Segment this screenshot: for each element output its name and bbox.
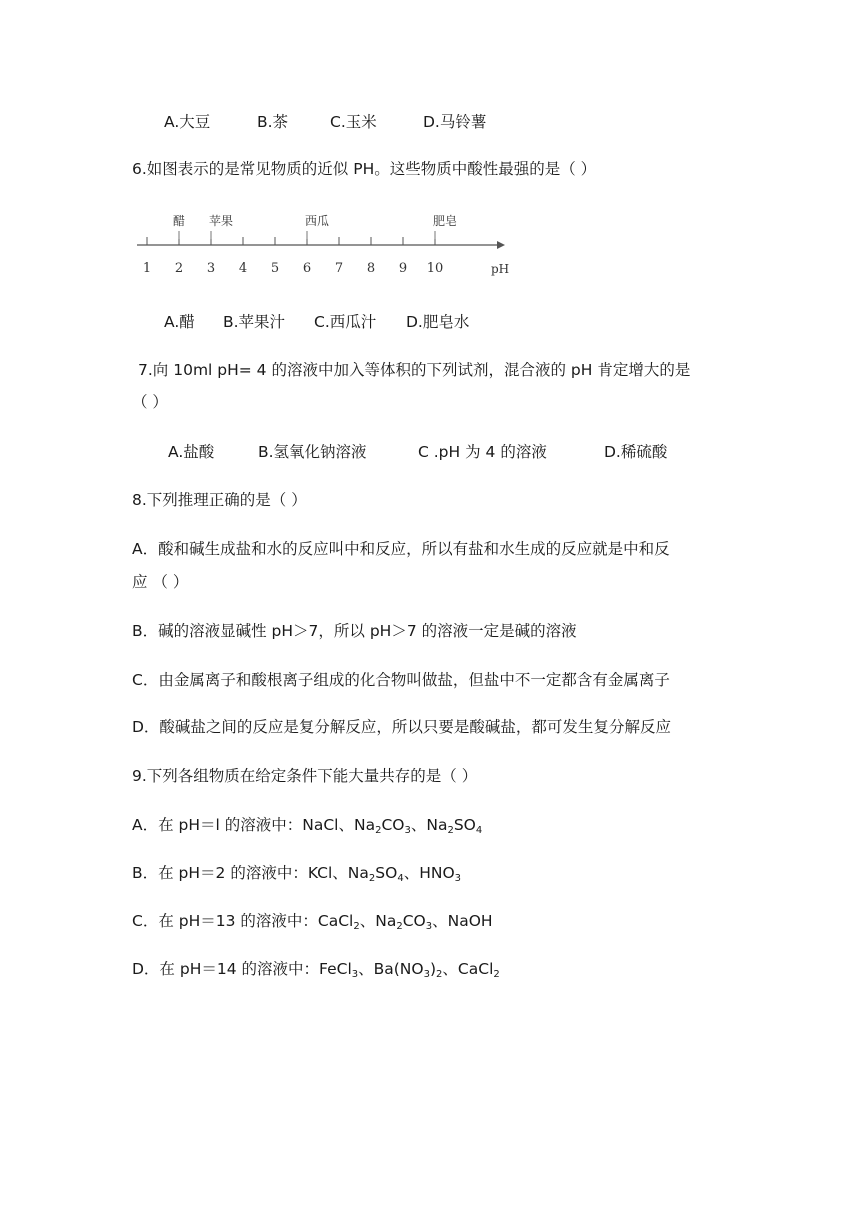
ph-tick-label: 7	[334, 261, 344, 276]
q9-option-c-formulas: CaCl$_2$、$Na_2CO_3$、NaOH	[317, 912, 493, 932]
ph-marker-label: 肥皂	[432, 214, 458, 228]
ph-tick-label: 9	[398, 261, 408, 276]
q9-option-c	[132, 910, 493, 932]
ph-ticks	[143, 237, 443, 276]
ph-tick-label: 5	[270, 261, 280, 276]
q5-option-a: A.大豆	[164, 113, 211, 131]
ph-tick-label: 1	[142, 261, 152, 276]
ph-marker-label: 西瓜	[304, 214, 330, 228]
q9-stem: 9.下列各组物质在给定条件下能大量共存的是（ ）	[132, 767, 478, 785]
ph-axis-label: pH	[491, 262, 510, 276]
ph-marker-label: 醋	[172, 214, 186, 228]
q7-option-c: C .pH 为 4 的溶液	[418, 443, 547, 461]
q8-option-d: D．酸碱盐之间的反应是复分解反应，所以只要是酸碱盐，都可发生复分解反应	[132, 718, 671, 736]
q8-stem: 8.下列推理正确的是（ ）	[132, 491, 307, 509]
q9-option-b	[132, 862, 461, 884]
q9-option-b-condition: B．在 pH＝2 的溶液中：	[132, 864, 308, 882]
q8-option-c: C．由金属离子和酸根离子组成的化合物叫做盐，但盐中不一定都含有金属离子	[132, 671, 670, 689]
ph-tick-label: 4	[238, 261, 248, 276]
ph-tick-label: 2	[174, 261, 184, 276]
q9-option-d	[132, 958, 500, 980]
q6-option-c: C.西瓜汁	[314, 313, 377, 331]
q6-stem: 6.如图表示的是常见物质的近似 PH。这些物质中酸性最强的是（ ）	[132, 160, 597, 178]
ph-scale-figure	[135, 205, 515, 285]
q9-option-b-formulas: KCl、$Na_2SO_4$、$HNO_3$	[307, 864, 462, 884]
q7-stem: 7.向 10ml pH= 4 的溶液中加入等体积的下列试剂，混合液的 pH 肯定增大的是	[138, 361, 691, 379]
q6-option-d: D.肥皂水	[406, 313, 470, 331]
q5-option-d: D.马铃薯	[423, 113, 487, 131]
q7-option-d: D.稀硫酸	[604, 443, 668, 461]
ph-tick-label: 8	[366, 261, 376, 276]
q7-option-a: A.盐酸	[168, 443, 215, 461]
q9-option-c-condition: C．在 pH＝13 的溶液中：	[132, 912, 318, 930]
q5-option-c: C.玉米	[330, 113, 377, 131]
q6-option-b: B.苹果汁	[223, 313, 286, 331]
q8-option-a-line1: A．酸和碱生成盐和水的反应叫中和反应，所以有盐和水生成的反应就是中和反	[132, 540, 670, 558]
q9-option-d-condition: D．在 pH＝14 的溶液中：	[132, 960, 320, 978]
q5-option-b: B.茶	[257, 113, 289, 131]
ph-axis-arrow	[497, 241, 505, 249]
q9-option-d-formulas: FeCl$_3$、$Ba(NO_3)_2$、CaCl$_2$	[319, 960, 500, 980]
ph-markers	[173, 213, 457, 239]
q6-option-a: A.醋	[164, 313, 195, 331]
q8-option-a-line2: 应 （ ）	[132, 573, 189, 591]
q9-option-a	[132, 814, 482, 836]
q9-option-a-condition: A．在 pH＝l 的溶液中：	[132, 816, 303, 834]
q7-option-b: B.氢氧化钠溶液	[258, 443, 367, 461]
ph-marker-label: 苹果	[208, 214, 234, 228]
q9-option-a-formulas: NaCl、$Na_2CO_3$、$Na_2SO_4$	[302, 816, 483, 836]
ph-tick-label: 10	[426, 261, 444, 276]
q7-stem-cont: （ ）	[132, 393, 168, 411]
ph-tick-label: 3	[206, 261, 216, 276]
q8-option-b: B．碱的溶液显碱性 pH＞7，所以 pH＞7 的溶液一定是碱的溶液	[132, 622, 577, 640]
ph-tick-label: 6	[302, 261, 312, 276]
